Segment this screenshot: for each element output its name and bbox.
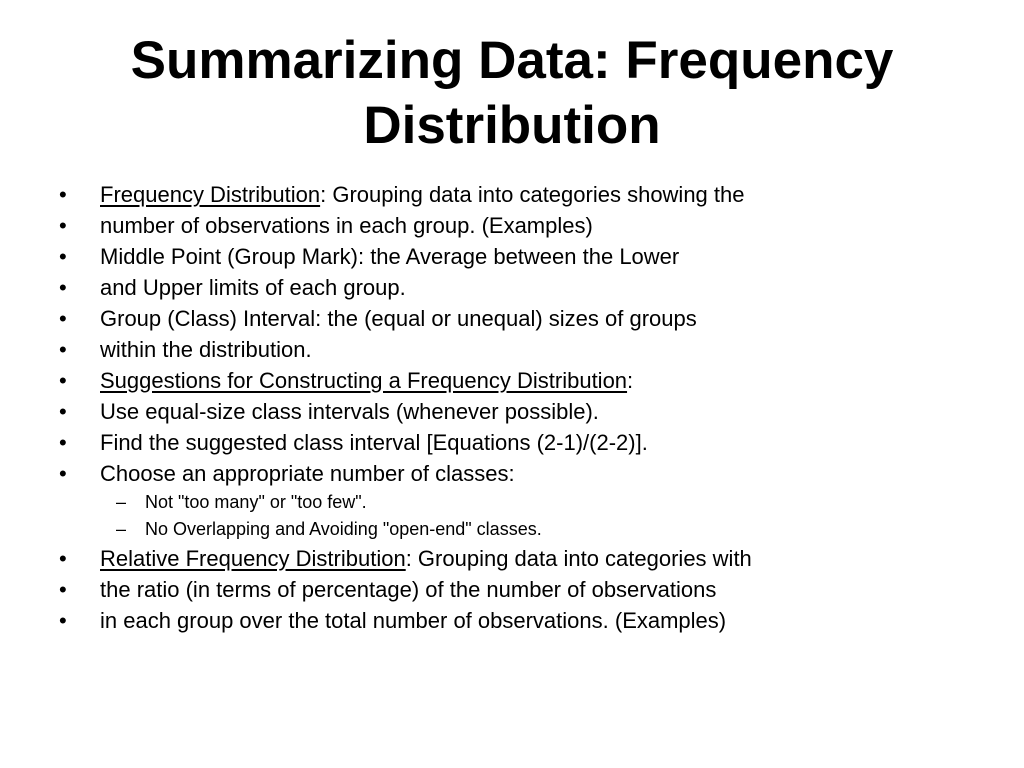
bullet-icon: •: [59, 399, 67, 424]
bullet-text: number of observations in each group. (Examples): [100, 213, 593, 238]
underlined-term: Suggestions for Constructing a Frequency Distribution: [100, 368, 628, 393]
bullet-list: [0, 179, 1024, 636]
bullet-icon: •: [59, 368, 67, 393]
bullet-icon: •: [59, 182, 67, 207]
bullet-item: [0, 179, 1024, 210]
sub-bullet-item: [0, 516, 1024, 543]
bullet-icon: •: [59, 461, 67, 486]
bullet-text-rest: : Grouping data into categories with: [405, 546, 752, 571]
bullet-text: [100, 365, 633, 396]
bullet-item: [0, 605, 1024, 636]
slide-title-line-1: Summarizing Data: Frequency: [130, 31, 894, 90]
bullet-item: [0, 334, 1024, 365]
bullet-text-rest: :: [627, 368, 634, 393]
bullet-text: and Upper limits of each group.: [100, 275, 406, 300]
dash-icon: –: [116, 519, 127, 539]
bullet-item: [0, 543, 1024, 574]
bullet-text: Group (Class) Interval: the (equal or unequal) sizes of groups: [100, 306, 697, 331]
sub-bullet-item: [0, 489, 1024, 516]
bullet-item: [0, 396, 1024, 427]
bullet-item: [0, 458, 1024, 489]
bullet-icon: •: [59, 275, 67, 300]
bullet-text: Use equal-size class intervals (whenever possible).: [100, 399, 599, 424]
bullet-text: in each group over the total number of observations. (Examples): [100, 608, 727, 633]
slide-title-line-2: Distribution: [363, 96, 661, 155]
sub-bullet-text: No Overlapping and Avoiding "open-end" classes.: [145, 519, 542, 539]
bullet-item: [0, 427, 1024, 458]
sub-bullet-text: Not "too many" or "too few".: [145, 492, 367, 512]
bullet-item: [0, 241, 1024, 272]
bullet-text: Choose an appropriate number of classes:: [100, 461, 515, 486]
bullet-icon: •: [59, 546, 67, 571]
bullet-icon: •: [59, 430, 67, 455]
bullet-text: [100, 543, 752, 574]
bullet-text: within the distribution.: [100, 337, 312, 362]
bullet-text-rest: : Grouping data into categories showing the: [320, 182, 745, 207]
bullet-item: [0, 365, 1024, 396]
bullet-item: [0, 574, 1024, 605]
dash-icon: –: [116, 492, 127, 512]
bullet-text: the ratio (in terms of percentage) of the number of observations: [100, 577, 717, 602]
bullet-item: [0, 272, 1024, 303]
bullet-text: Find the suggested class interval [Equations (2-1)/(2-2)].: [100, 430, 648, 455]
bullet-item: [0, 303, 1024, 334]
bullet-icon: •: [59, 577, 67, 602]
bullet-text: Middle Point (Group Mark): the Average between the Lower: [100, 244, 680, 269]
bullet-icon: •: [59, 213, 67, 238]
bullet-icon: •: [59, 608, 67, 633]
bullet-text: [100, 179, 745, 210]
bullet-item: [0, 210, 1024, 241]
underlined-term: Relative Frequency Distribution: [100, 546, 406, 571]
bullet-icon: •: [59, 337, 67, 362]
bullet-icon: •: [59, 306, 67, 331]
underlined-term: Frequency Distribution: [100, 182, 321, 207]
slide-title: [60, 28, 964, 158]
bullet-icon: •: [59, 244, 67, 269]
